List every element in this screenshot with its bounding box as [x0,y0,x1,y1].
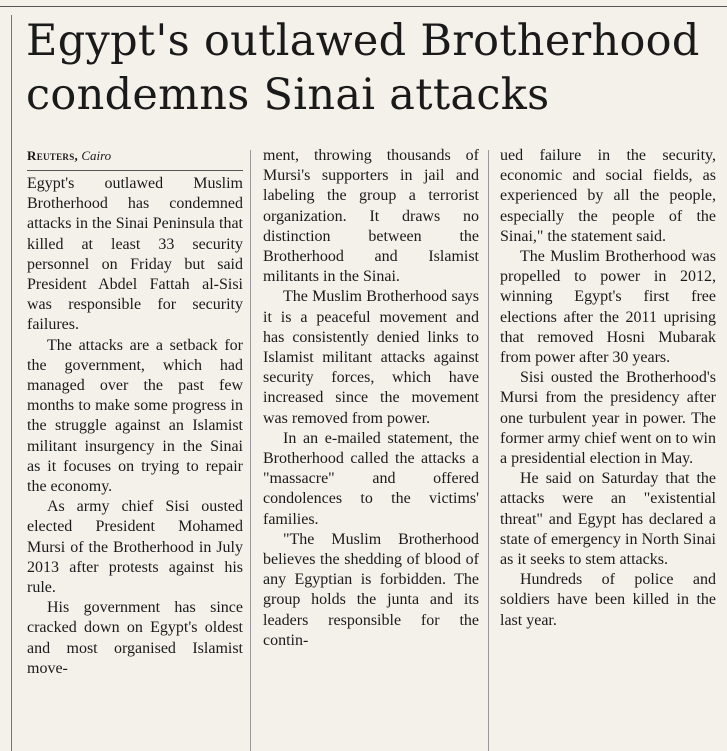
paragraph: Egypt's outlawed Muslim Brotherhood has condemned attacks in the Sinai Peninsula that killed at least 33 security personnel on Friday but said President Abdel Fattah al-Sisi was responsible for security failures. [27,175,243,334]
paragraph: Hundreds of police and soldiers have been killed in the last year. [500,571,716,629]
article-column-2 [263,146,479,651]
paragraph: As army chief Sisi ousted elected President Mohamed Mursi of the Brotherhood in July 2013 after protests against his rule. [27,498,243,597]
column-divider [488,150,489,751]
paragraph: ued failure in the security, economic and social fields, as experienced by all the people, especially the people of the Sinai," the statement said. [500,147,716,245]
column-divider [250,150,251,751]
paragraph: The Muslim Brotherhood says it is a peaceful movement and has consistently denied links to Islamist militant attacks against security forces, which have increased since the movement was removed from power. [263,288,479,427]
paragraph: "The Muslim Brotherhood believes the shedding of blood of any Egyptian is forbidden. The group holds the junta and its leaders responsible for the contin- [263,530,479,649]
byline-place: Cairo [81,148,112,163]
paragraph: His government has since cracked down on Egypt's oldest and most organised Islamist move- [27,599,243,677]
paragraph: The Muslim Brotherhood was propelled to power in 2012, winning Egypt's first free elections after the 2011 uprising that removed Hosni Mubarak from power after 30 years. [500,248,716,367]
paragraph: Sisi ousted the Brotherhood's Mursi from the presidency after one turbulent year in power. The former army chief went on to win a presidential election in May. [500,369,716,468]
byline-agency: Reuters, [27,148,79,163]
paragraph: He said on Saturday that the attacks were an "existential threat" and Egypt has declared a state of emergency in North Sinai as it seeks to stem attacks. [500,470,716,569]
paragraph: In an e-mailed statement, the Brotherhood called the attacks a "massacre" and offered condolences to the victims' families. [263,429,479,528]
article-column-3 [500,146,716,631]
top-rule [0,6,727,7]
left-column-rule [11,15,12,751]
headline: Egypt's outlawed Brotherhood condemns Sinai attacks [26,16,700,120]
article-column-1 [27,148,243,679]
paragraph: The attacks are a setback for the government, which had managed over the past few months to make some progress in the struggle against an Islamist militant insurgency in the Sinai as it focuses on trying to repair the economy. [27,336,243,496]
paragraph: ment, throwing thousands of Mursi's supporters in jail and labeling the group a terrorist organization. It draws no distinction between the Brotherhood and Islamist militants in the Sinai. [263,147,479,286]
byline [27,148,243,171]
